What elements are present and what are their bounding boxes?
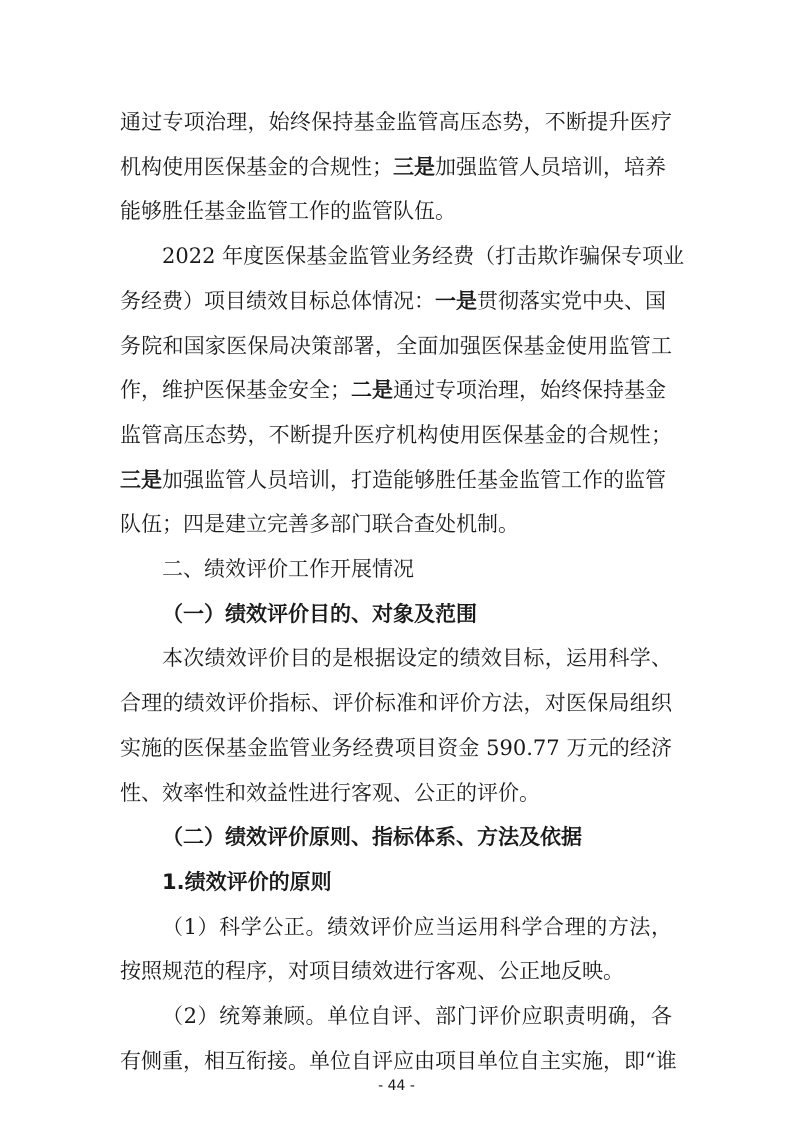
- text-run: 加强监管人员培训，打造能够胜任基金监管工作的监管: [162, 468, 666, 492]
- bold-text-run: 二是: [351, 378, 393, 402]
- paragraph-line: 实施的医保基金监管业务经费项目资金 590.77 万元的经济: [120, 736, 672, 760]
- text-run: 贯彻落实党中央、国: [477, 289, 666, 313]
- section-heading: 二、绩效评价工作开展情况: [162, 557, 414, 581]
- page-number: - 44 -: [378, 1078, 415, 1094]
- paragraph-line: （2）统筹兼顾。单位自评、部门评价应职责明确，各: [162, 1004, 672, 1028]
- paragraph-line: 本次绩效评价目的是根据设定的绩效目标，运用科学、: [162, 646, 672, 670]
- paragraph-line: 合理的绩效评价指标、评价标准和评价方法，对医保局组织: [120, 691, 672, 715]
- bold-text-run: 三是: [393, 155, 435, 179]
- paragraph-line: 按照规范的程序，对项目绩效进行客观、公正地反映。: [120, 959, 624, 983]
- bold-text-run: 一是: [435, 289, 477, 313]
- text-run: 机构使用医保基金的合规性；: [120, 155, 393, 179]
- paragraph-line: [120, 281, 672, 321]
- paragraph-line: 能够胜任基金监管工作的监管队伍。: [120, 199, 456, 223]
- numbered-heading: 1.绩效评价的原则: [162, 870, 332, 894]
- paragraph-line: 2022 年度医保基金监管业务经费（打击欺诈骗保专项业: [162, 244, 685, 268]
- paragraph-line: 监管高压态势，不断提升医疗机构使用医保基金的合规性；: [120, 423, 672, 447]
- paragraph-line: [120, 147, 672, 187]
- bold-text-run: 三是: [120, 468, 162, 492]
- paragraph-line: （1）科学公正。绩效评价应当运用科学合理的方法，: [162, 915, 672, 939]
- paragraph-line: [120, 460, 672, 500]
- subsection-heading: （一）绩效评价目的、对象及范围: [162, 602, 477, 626]
- paragraph-line: 队伍；四是建立完善多部门联合查处机制。: [120, 512, 519, 536]
- text-run: 务经费）项目绩效目标总体情况：: [120, 289, 435, 313]
- paragraph-line: [120, 370, 672, 410]
- text-run: 加强监管人员培训，培养: [435, 155, 666, 179]
- paragraph-line: 有侧重，相互衔接。单位自评应由项目单位自主实施，即“谁: [120, 1049, 677, 1073]
- text-run: 作，维护医保基金安全；: [120, 378, 351, 402]
- paragraph-line: 务院和国家医保局决策部署，全面加强医保基金使用监管工: [120, 334, 672, 358]
- paragraph-line: 性、效率性和效益性进行客观、公正的评价。: [120, 781, 540, 805]
- subsection-heading: （二）绩效评价原则、指标体系、方法及依据: [162, 825, 582, 849]
- text-run: 通过专项治理，始终保持基金: [393, 378, 666, 402]
- paragraph-line: 通过专项治理，始终保持基金监管高压态势，不断提升医疗: [120, 110, 672, 134]
